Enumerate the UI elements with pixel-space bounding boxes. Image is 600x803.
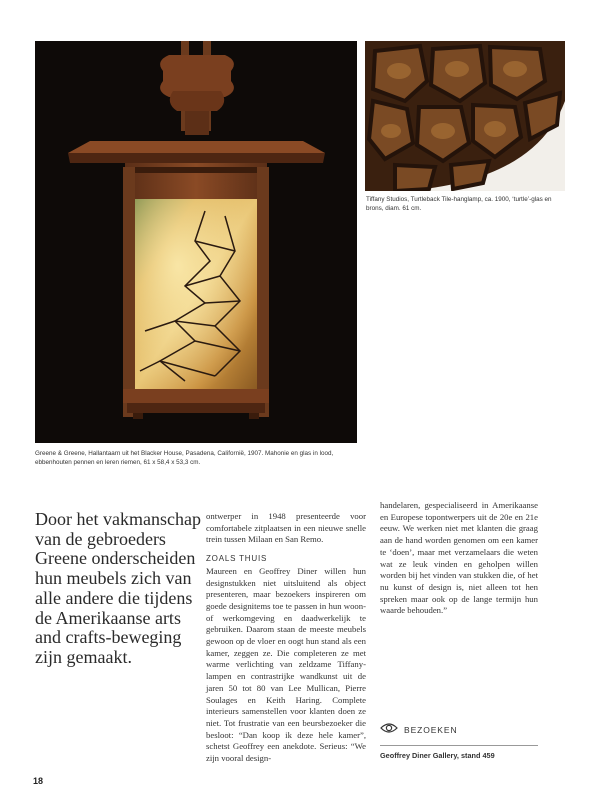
tiffany-lamp-photo bbox=[365, 41, 565, 191]
lantern-photo bbox=[35, 41, 357, 443]
visit-divider bbox=[380, 745, 538, 746]
article-paragraph-intro: ontwerper in 1948 presenteerde voor comfortabele zitplaatsen in een nieuwe snelle trein tussen Milaan en San Remo. bbox=[206, 511, 366, 545]
tiffany-lamp-caption: Tiffany Studios, Turtleback Tile-hanglamp, ca. 1900, ‘turtle’-glas en brons, diam. 61 cm. bbox=[366, 196, 552, 212]
lantern-illustration bbox=[35, 41, 357, 443]
section-heading: ZOALS THUIS bbox=[206, 554, 268, 564]
pull-quote: Door het vakmanschap van de gebroeders Greene onderscheiden hun meubels zich van alle andere die tijdens de Amerikaanse arts and crafts-beweging zijn gemaakt. bbox=[35, 509, 201, 667]
article-column-middle bbox=[206, 511, 366, 765]
visit-label: BEZOEKEN bbox=[404, 725, 458, 735]
page-number: 18 bbox=[33, 776, 44, 786]
lantern-caption: Greene & Greene, Hallantaarn uit het Blacker House, Pasadena, Californië, 1907. Mahonie en glas in lood, ebbenhouten pennen en leren riemen, 61 x 58,4 x 53,3 cm. bbox=[35, 450, 334, 466]
tiffany-lamp-illustration bbox=[365, 41, 565, 191]
visit-location: Geoffrey Diner Gallery, stand 459 bbox=[380, 751, 495, 760]
eye-icon bbox=[380, 721, 398, 739]
visit-info-box bbox=[380, 721, 540, 760]
article-column-right bbox=[380, 500, 538, 617]
article-paragraph-continued: handelaren, gespecialiseerd in Amerikaanse en Europese topontwerpers uit de 20e en 21e eeuw. We werken niet met klanten die graag aan de hand worden genomen om een kamer te ‘doen’, maar met verzamelaars die weten wat ze leuk vinden en geholpen willen worden bij het vinden van stukken die, of het nu kunst of design is, niet alleen tot hen spreken maar ook op de lange termijn hun waarde behouden.” bbox=[380, 500, 538, 616]
article-paragraph-body: Maureen en Geoffrey Diner willen hun designstukken niet uitsluitend als object presenteren, maar bezoekers inspireren om goede designitems toe te passen in hun woon- of werkomgeving en daadwerkelijk te gebruiken. Daarom staan de meeste meubels gewoon op de vloer en oogt hun stand als een kamer, zeggen ze. Die completeren ze met warme verlichting van zeldzame Tiffany-lampen en contrastrijke wandkunst uit de jaren 50 tot 80 van Lee Mullican, Pierre Soulages en Keith Haring. Complete interieurs samenstellen voor klanten doen ze niet. Tot frustratie van een beursbezoeker die besloot: “Dan koop ik deze hele kamer”, schetst Geoffrey een anekdote. Serieus: “We zijn vooral design- bbox=[206, 565, 366, 764]
